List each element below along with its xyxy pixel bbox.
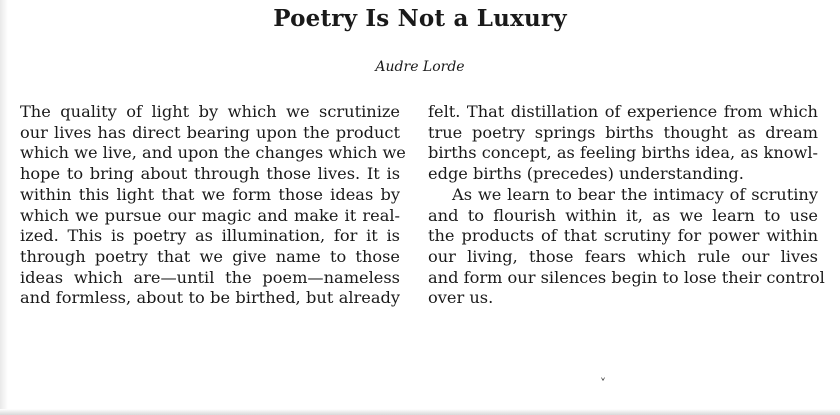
text-line: edge births (precedes) understanding.: [428, 164, 744, 184]
text-line: through poetry that we give name to those: [20, 246, 400, 266]
essay-author: Audre Lorde: [375, 59, 465, 75]
text-line: which we live, and upon the changes which we: [20, 143, 406, 163]
text-line: over us.: [428, 288, 494, 308]
text-line: felt. That distillation of experience from which: [428, 102, 818, 121]
text-line: and form our silences begin to lose their control: [428, 267, 825, 287]
text-line: births concept, as feeling births idea, as knowl-: [428, 143, 818, 163]
right-column: [428, 102, 825, 309]
text-line: and formless, about to be birthed, but already: [20, 288, 400, 308]
text-line: true poetry springs births thought as dream: [428, 122, 818, 142]
text-line: which we pursue our magic and make it real-: [20, 205, 400, 225]
stray-mark: ˬ: [600, 366, 606, 380]
text-line: the products of that scrutiny for power within: [428, 226, 818, 246]
text-line: As we learn to bear the intimacy of scrutiny: [452, 184, 818, 204]
text-line: hope to bring about through those lives. It is: [20, 164, 400, 184]
text-line: our lives has direct bearing upon the product: [20, 122, 400, 142]
left-column: [20, 102, 406, 309]
text-line: The quality of light by which we scrutinize: [20, 102, 400, 121]
paragraph-1-continued: [428, 102, 818, 185]
essay-title: Poetry Is Not a Luxury: [273, 5, 567, 32]
paragraph-2: [428, 184, 825, 309]
text-line: ideas which are—until the poem—nameless: [20, 267, 400, 287]
page-bottom-shadow: [0, 409, 840, 415]
paragraph-1: [20, 102, 406, 309]
text-line: and to flourish within it, as we learn to use: [428, 205, 818, 225]
text-line: our living, those fears which rule our lives: [428, 246, 818, 266]
text-line: within this light that we form those ideas by: [20, 184, 400, 204]
text-line: ized. This is poetry as illumination, for it is: [20, 226, 400, 246]
